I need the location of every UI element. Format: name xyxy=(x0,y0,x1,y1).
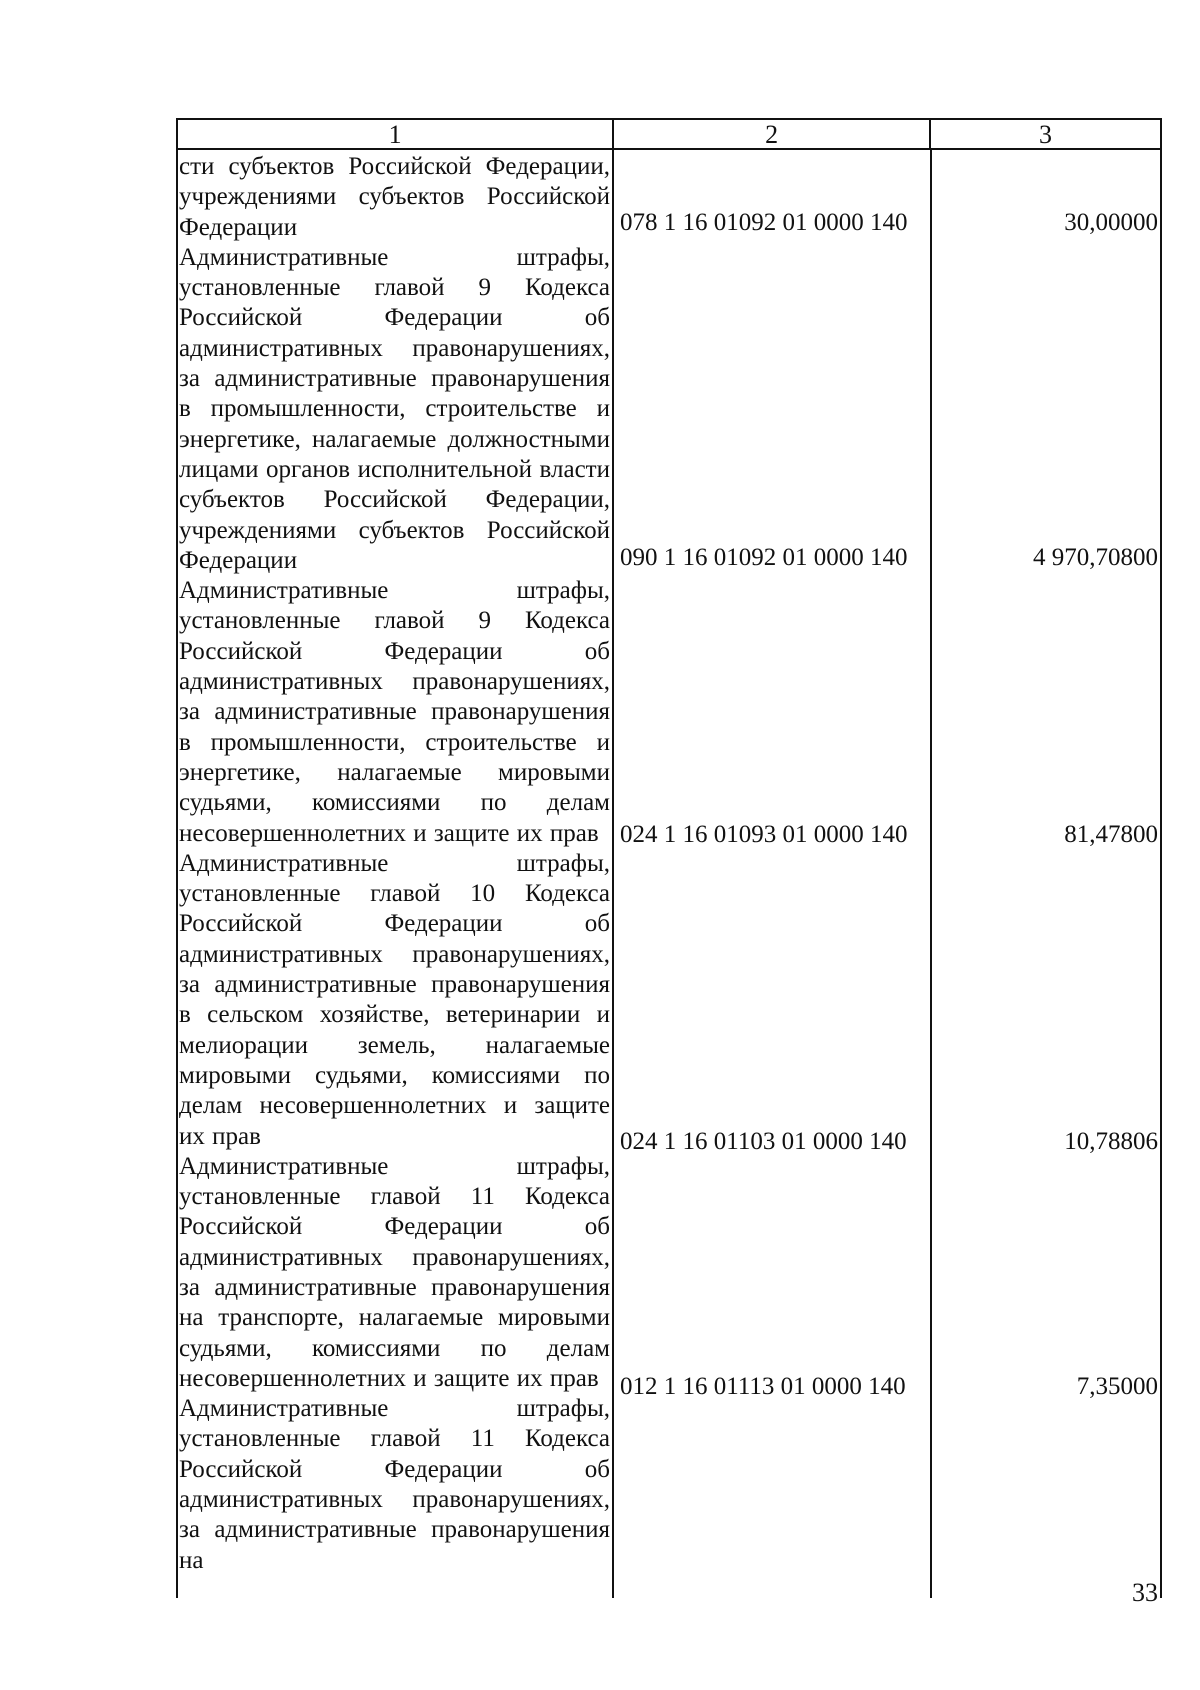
row-code: 078 1 16 01092 01 0000 140 xyxy=(620,209,908,236)
row-description: Административные штрафы, установленные главой 9 Кодекса Российской Федерации об административных правонарушениях, за административные правонарушения в промышленности, строительстве и энергетике, налагаемые мировыми судьями, комиссиями по делам несовершеннолетних и защите их прав xyxy=(179,577,610,847)
row-amount: 30,00000 xyxy=(1064,209,1158,236)
row-amount: 81,47800 xyxy=(1064,821,1158,848)
row-code: 024 1 16 01103 01 0000 140 xyxy=(620,1128,907,1155)
page-number: 33 xyxy=(1132,1578,1158,1607)
row-description: сти субъектов Российской Федерации, учреждениями субъектов Российской Федерации xyxy=(179,153,610,241)
row-description: Административные штрафы, установленные главой 9 Кодекса Российской Федерации об административных правонарушениях, за административные правонарушения в промышленности, строительстве и энергетике, налагаемые должностными лицами органов исполнительной власти субъектов Российской Федерации, учреждениями субъектов Российской Федерации xyxy=(179,243,610,574)
description-list xyxy=(179,152,610,1576)
table-body xyxy=(176,150,1162,1598)
header-column-2: 2 xyxy=(612,120,929,148)
row-description: Административные штрафы, установленные главой 10 Кодекса Российской Федерации об административных правонарушениях, за административные правонарушения в сельском хозяйстве, ветеринарии и мелиорации земель, налагаемые мировыми судьями, комиссиями по делам несовершеннолетних и защите их прав xyxy=(179,849,610,1150)
description-column xyxy=(178,150,612,1598)
table-header-row xyxy=(176,118,1162,150)
row-code: 024 1 16 01093 01 0000 140 xyxy=(620,821,908,848)
budget-table xyxy=(176,118,1162,1598)
row-code: 090 1 16 01092 01 0000 140 xyxy=(620,544,908,571)
row-code: 012 1 16 01113 01 0000 140 xyxy=(620,1373,906,1400)
row-description: Административные штрафы, установленные главой 11 Кодекса Российской Федерации об административных правонарушениях, за административные правонарушения на xyxy=(179,1395,610,1574)
row-description: Административные штрафы, установленные главой 11 Кодекса Российской Федерации об административных правонарушениях, за административные правонарушения на транспорте, налагаемые мировыми судьями, комиссиями по делам несовершеннолетних и защите их прав xyxy=(179,1152,610,1392)
row-amount: 4 970,70800 xyxy=(1033,544,1158,571)
header-column-1: 1 xyxy=(388,120,402,149)
row-amount: 7,35000 xyxy=(1076,1373,1158,1400)
row-amount: 10,78806 xyxy=(1064,1128,1158,1155)
amount-column xyxy=(930,150,1160,1598)
header-column-3: 3 xyxy=(929,120,1160,148)
code-column xyxy=(612,150,930,1598)
